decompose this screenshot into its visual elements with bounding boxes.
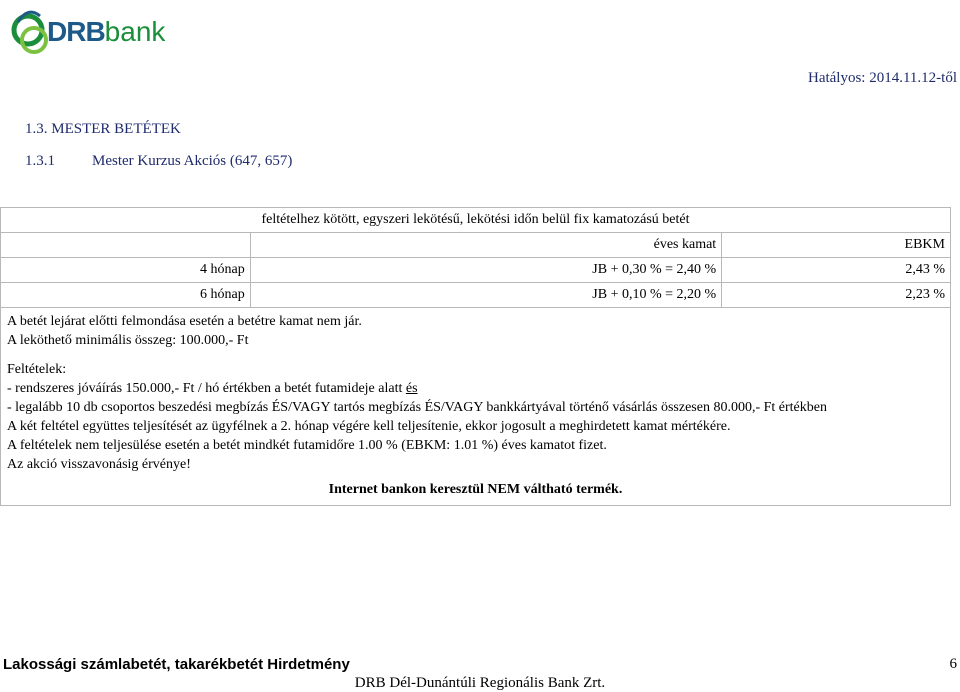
logo-wordmark — [47, 18, 165, 46]
logo-bank: bank — [104, 16, 166, 47]
condition-1 — [7, 379, 944, 398]
condition-1-text: - rendszeres jóváírás 150.000,- Ft / hó értékben a betét futamideje alatt — [7, 381, 406, 396]
subsection-name: Mester Kurzus Akciós (647, 657) — [92, 153, 293, 169]
min-amount-note: A leköthető minimális összeg: 100.000,- Ft — [7, 333, 249, 348]
row-ebkm: 2,23 % — [722, 283, 951, 308]
revocable-note: Az akció visszavonásig érvénye! — [7, 457, 191, 472]
header-ebkm: EBKM — [722, 233, 951, 258]
row-ebkm: 2,43 % — [722, 258, 951, 283]
conditions-label: Feltételek: — [7, 362, 67, 377]
subsection-title — [25, 153, 292, 170]
section-title: 1.3. MESTER BETÉTEK — [25, 121, 181, 137]
row-rate: JB + 0,30 % = 2,40 % — [250, 258, 721, 283]
bank-logo — [10, 2, 166, 64]
row-term: 4 hónap — [1, 258, 251, 283]
footer-bank-name: DRB Dél-Dunántúli Regionális Bank Zrt. — [354, 675, 606, 691]
header-term-cell — [1, 233, 251, 258]
subsection-number: 1.3.1 — [25, 153, 55, 169]
no-interest-note: A betét lejárat előtti felmondása esetén a betétre kamat nem jár. — [7, 314, 362, 329]
conditions-cell — [1, 308, 951, 506]
drb-knot-icon — [10, 2, 50, 64]
logo-drb: DRB — [47, 16, 105, 47]
table-caption: feltételhez kötött, egyszeri lekötésű, lekötési időn belül fix kamatozású betét — [1, 208, 951, 233]
condition-and: és — [405, 381, 418, 396]
footer-doc-title: Lakossági számlabetét, takarékbetét Hirdetmény — [3, 656, 350, 673]
table-row — [1, 258, 951, 283]
rates-table — [0, 207, 951, 506]
page-number: 6 — [949, 656, 957, 672]
condition-2: - legalább 10 db csoportos beszedési megbízás ÉS/VAGY tartós megbízás ÉS/VAGY bankkártyával történő vásárlás összesen 80.000,- Ft értékben — [7, 400, 827, 415]
row-term: 6 hónap — [1, 283, 251, 308]
table-row — [1, 283, 951, 308]
header-rate: éves kamat — [250, 233, 721, 258]
not-fulfilled-note: A feltételek nem teljesülése esetén a betét mindkét futamidőre 1.00 % (EBKM: 1.01 %) éves kamatot fizet. — [7, 438, 607, 453]
internet-note: Internet bankon keresztül NEM váltható termék. — [328, 482, 623, 497]
effective-date: Hatályos: 2014.11.12-től — [807, 70, 957, 86]
row-rate: JB + 0,10 % = 2,20 % — [250, 283, 721, 308]
both-required-note: A két feltétel együttes teljesítését az ügyfélnek a 2. hónap végére kell teljesítenie, ekkor jogosult a meghirdetett kamat mértékére. — [7, 419, 731, 434]
